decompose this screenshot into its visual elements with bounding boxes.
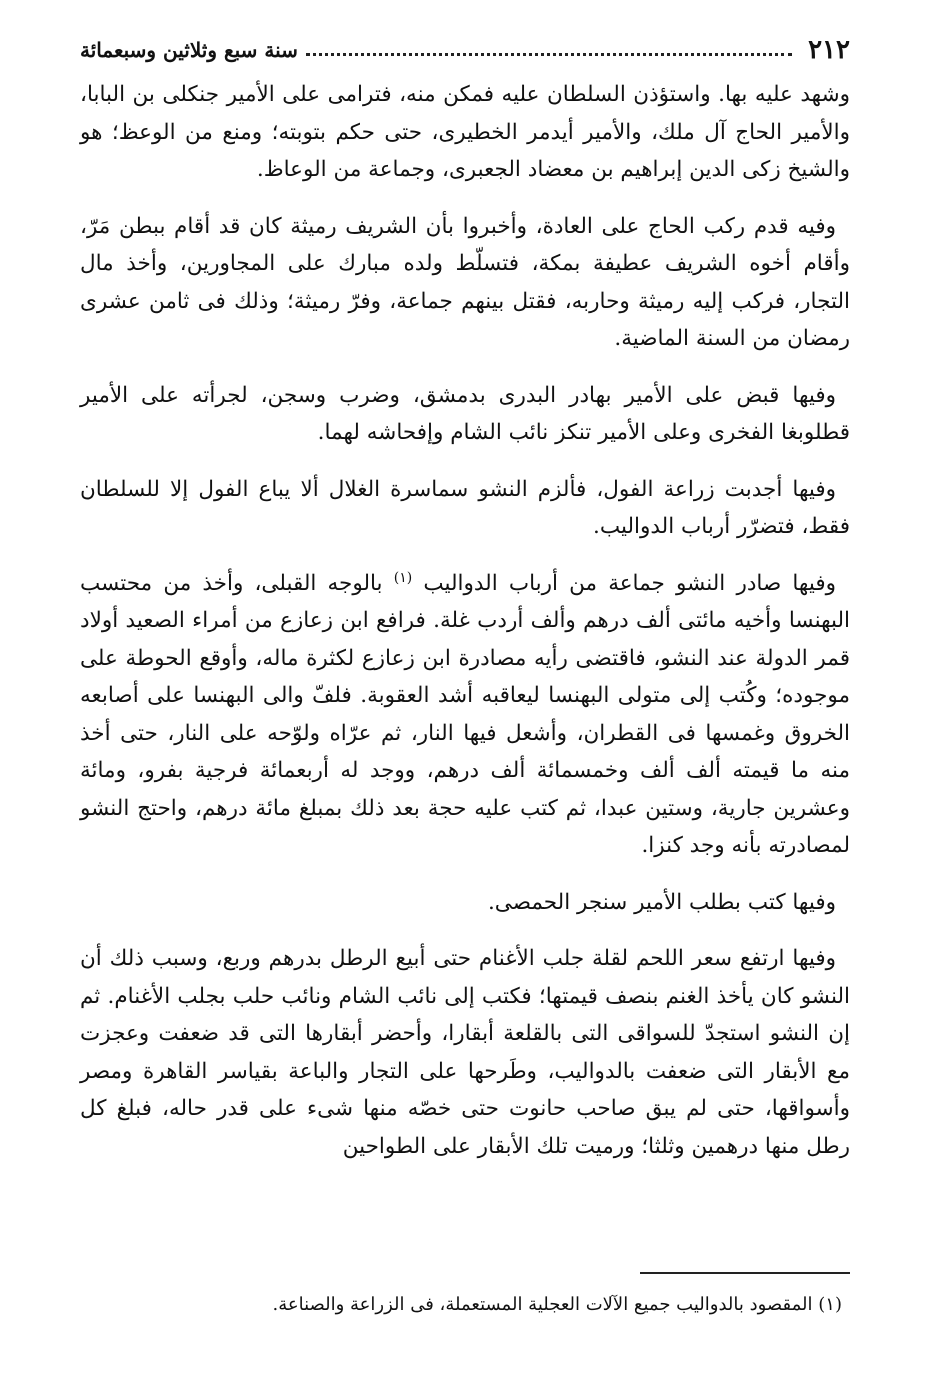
page-number: ٢١٢ (808, 35, 850, 65)
footnote: (١) المقصود بالدواليب جميع الآلات العجلية المستعملة، فى الزراعة والصناعة. (272, 1294, 842, 1315)
footnote-marker: (١) (393, 569, 413, 586)
main-text (80, 76, 850, 1184)
paragraph-with-note (80, 565, 850, 865)
paragraph: وفيها كتب بطلب الأمير سنجر الحمصى. (487, 889, 836, 915)
running-title: سنة سبع وثلاثين وسبعمائة (80, 38, 298, 62)
paragraph: وفيها قبض على الأمير بهادر البدرى بدمشق، وضرب وسجن، لجرأته على الأمير قطلوبغا الفخرى وعلى الأمير تنكز نائب الشام وإفحاشه لهما. (80, 382, 850, 445)
paragraph: وفيها أجدبت زراعة الفول، فألزم النشو سماسرة الغلال ألا يباع الفول إلا للسلطان فقط، فتضرّر أرباب الدواليب. (80, 476, 850, 539)
header-leader-dots (306, 53, 792, 56)
paragraph: وفيها ارتفع سعر اللحم لقلة جلب الأغنام حتى أبيع الرطل بدرهم وربع، وسبب ذلك أن النشو كان يأخذ الغنم بنصف قيمتها؛ فكتب إلى نائب الشام ونائب حلب بجلب الأغنام. ثم إن النشو استجدّ للسواقى التى بالقلعة أبقارا، وأحضر أبقارها التى قد ضعفت وعجزت مع الأبقار التى ضعفت بالدواليب، وطَرحها على التجار والباعة بقياسر القاهرة ومصر وأسواقها، حتى لم يبق صاحب حانوت حتى خصّه منها شىء على قدر حاله، فبلغ كل رطل منها درهمين وثلثا؛ ورميت تلك الأبقار على الطواحين (80, 946, 850, 1159)
paragraph: وفيه قدم ركب الحاج على العادة، وأخبروا بأن الشريف رميثة كان قد أقام ببطن مَرّ، وأقام أخوه الشريف عطيفة بمكة، فتسلّط ولده مبارك على المجاورين، وأخذ مال التجار، فركب إليه رميثة وحاربه، فقتل بينهم جماعة، وفرّ رميثة؛ وذلك فى ثامن عشرى رمضان من السنة الماضية. (80, 213, 850, 351)
footnote-divider (640, 1272, 850, 1274)
paragraph-rest: بالوجه القبلى، وأخذ من محتسب البهنسا وأخيه مائتى ألف درهم وألف أردب غلة. فرافع ابن زعازع من أمراء الصعيد أولاد قمر الدولة عند النشو، فاقتضى رأيه مصادرة ابن زعازع لكثرة ماله، وأوقع الحوطة على موجوده؛ وكُتب إلى متولى البهنسا ليعاقبه أشد العقوبة. فلفّ والى البهنسا على أصابعه الخروق وغمسها فى القطران، وأشعل فيها النار، ثم عرّاه ولوّحه على النار، حتى أخذ منه ما قيمته ألف ألف وخمسمائة ألف درهم، ووجد له أربعمائة فرجية بفرو، ومائة وعشرين جارية، وستين عبدا، ثم كتب عليه حجة بعد ذلك بمبلغ مائة درهم، واحتج النشو لمصادرته بأنه وجد كنزا. (80, 570, 850, 858)
running-header (80, 30, 850, 70)
paragraph: وشهد عليه بها. واستؤذن السلطان عليه فمكن منه، فترامى على الأمير جنكلى بن البابا، والأمير الحاج آل ملك، والأمير أيدمر الخطيرى، حتى حكم بتوبته؛ ومنع من الوعظ؛ هو والشيخ زكى الدين إبراهيم بن معضاد الجعبرى، وجماعة من الوعاظ. (80, 82, 850, 182)
paragraph-lead: وفيها صادر النشو جماعة من أرباب الدواليب (423, 570, 836, 596)
